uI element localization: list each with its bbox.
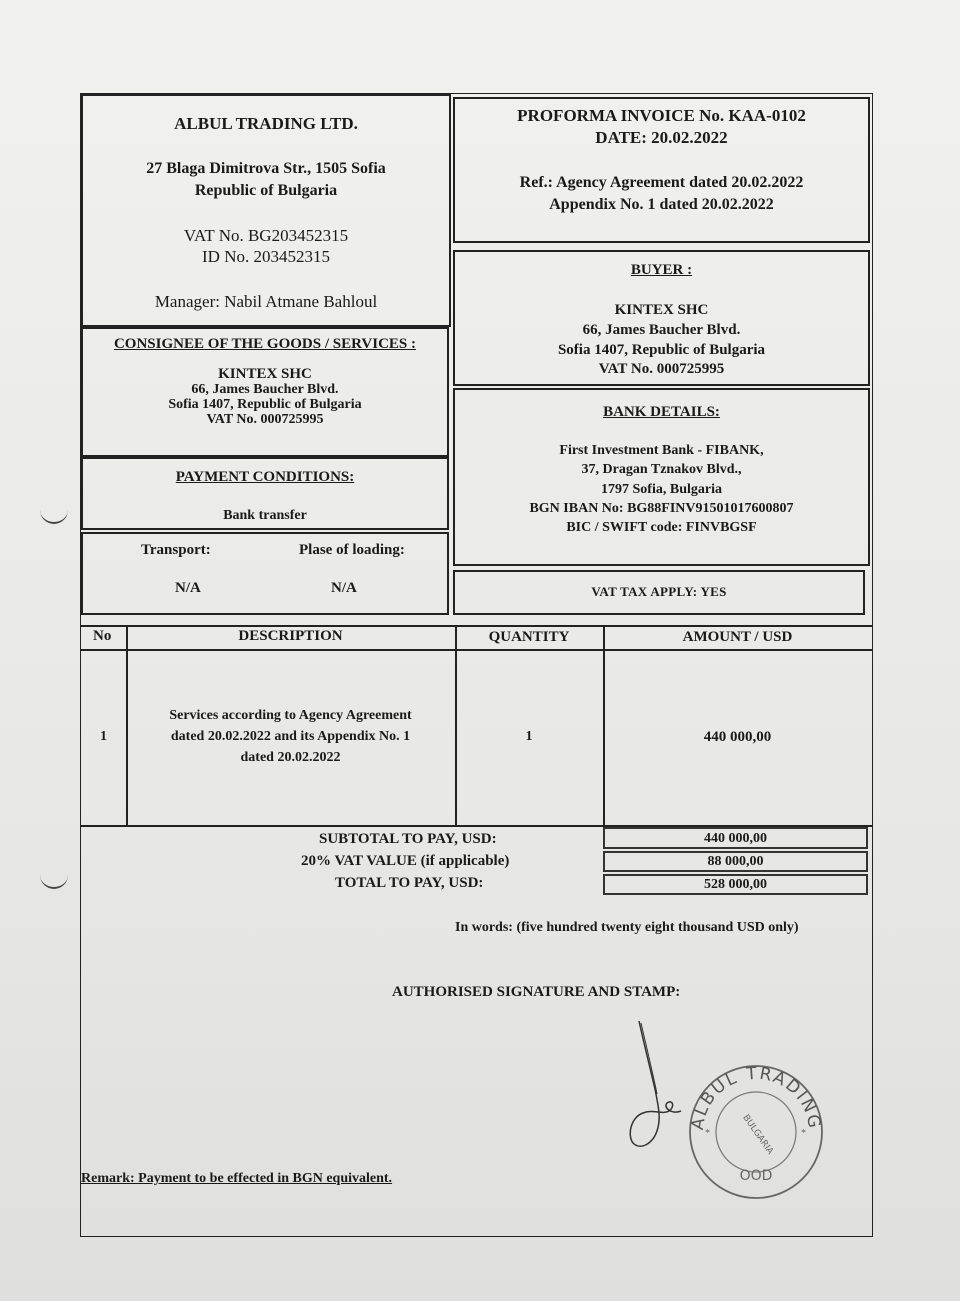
invoice-header-box bbox=[453, 97, 870, 243]
seller-name: ALBUL TRADING LTD. bbox=[174, 114, 358, 133]
payment-heading: PAYMENT CONDITIONS: bbox=[175, 469, 355, 485]
row-amount: 440 000,00 bbox=[703, 729, 772, 745]
stamp-bottom-text: OOD bbox=[739, 1168, 773, 1184]
buyer-heading: BUYER : bbox=[630, 262, 693, 278]
total-label: TOTAL TO PAY, USD: bbox=[335, 875, 484, 891]
transport-value: N/A bbox=[175, 580, 201, 596]
bank-iban: BGN IBAN No: BG88FINV91501017600807 bbox=[529, 501, 794, 516]
vat-value: 88 000,00 bbox=[707, 854, 764, 869]
total-cell bbox=[603, 874, 868, 895]
subtotal-value: 440 000,00 bbox=[704, 831, 767, 846]
items-table bbox=[81, 625, 872, 825]
invoice-date: DATE: 20.02.2022 bbox=[595, 128, 728, 147]
col-header-no: No bbox=[93, 628, 112, 644]
vat-cell bbox=[603, 851, 868, 872]
buyer-name: KINTEX SHC bbox=[614, 302, 709, 318]
row-no: 1 bbox=[100, 729, 107, 744]
svg-text:*: * bbox=[801, 1128, 806, 1139]
bank-name: First Investment Bank - FIBANK, bbox=[559, 443, 764, 458]
invoice-ref: Ref.: Agency Agreement dated 20.02.2022 bbox=[519, 174, 804, 191]
loading-label: Plase of loading: bbox=[299, 542, 405, 558]
invoice-frame bbox=[80, 93, 873, 1237]
consignee-address-line1: 66, James Baucher Blvd. bbox=[191, 382, 339, 397]
subtotal-cell bbox=[603, 827, 868, 849]
transport-label: Transport: bbox=[141, 542, 211, 558]
bank-box bbox=[453, 388, 870, 566]
bank-swift: BIC / SWIFT code: FINVBGSF bbox=[566, 520, 757, 535]
row-description-line3: dated 20.02.2022 bbox=[240, 750, 341, 765]
vat-value-label: 20% VAT VALUE (if applicable) bbox=[301, 853, 510, 869]
col-header-quantity: QUANTITY bbox=[488, 629, 570, 645]
buyer-address-line2: Sofia 1407, Republic of Bulgaria bbox=[557, 342, 766, 358]
seller-address-line2: Republic of Bulgaria bbox=[194, 182, 338, 199]
invoice-appendix: Appendix No. 1 dated 20.02.2022 bbox=[549, 196, 774, 213]
consignee-heading: CONSIGNEE OF THE GOODS / SERVICES : bbox=[113, 336, 417, 352]
payment-conditions-box bbox=[81, 457, 449, 530]
seller-vat: VAT No. BG203452315 bbox=[183, 226, 349, 245]
consignee-box bbox=[81, 327, 449, 457]
consignee-address-line2: Sofia 1407, Republic of Bulgaria bbox=[168, 397, 362, 412]
remark: Remark: Payment to be effected in BGN equivalent. bbox=[81, 1171, 393, 1186]
seller-id: ID No. 203452315 bbox=[202, 247, 330, 266]
stamp-top-text: ALBUL TRADING bbox=[687, 1063, 825, 1132]
subtotal-label: SUBTOTAL TO PAY, USD: bbox=[319, 831, 497, 847]
col-header-amount: AMOUNT / USD bbox=[682, 629, 793, 645]
bank-address-line1: 37, Dragan Tznakov Blvd., bbox=[581, 462, 742, 477]
seller-box bbox=[81, 94, 451, 327]
consignee-name: KINTEX SHC bbox=[218, 366, 312, 382]
signature-label: AUTHORISED SIGNATURE AND STAMP: bbox=[392, 984, 681, 1000]
company-stamp bbox=[681, 1052, 831, 1202]
buyer-address-line1: 66, James Baucher Blvd. bbox=[582, 322, 741, 338]
vat-apply-box bbox=[453, 570, 865, 615]
vat-apply: VAT TAX APPLY: YES bbox=[591, 584, 727, 599]
transport-box bbox=[81, 532, 449, 615]
row-description-line1: Services according to Agency Agreement bbox=[169, 708, 412, 723]
col-header-description: DESCRIPTION bbox=[238, 628, 343, 644]
consignee-vat: VAT No. 000725995 bbox=[206, 412, 324, 427]
row-description-line2: dated 20.02.2022 and its Appendix No. 1 bbox=[170, 729, 411, 744]
loading-value: N/A bbox=[331, 580, 357, 596]
buyer-box bbox=[453, 250, 870, 386]
seller-address-line1: 27 Blaga Dimitrova Str., 1505 Sofia bbox=[146, 160, 386, 177]
amount-in-words: In words: (five hundred twenty eight thousand USD only) bbox=[455, 920, 799, 935]
stamp-middle-text: BULGARIA bbox=[740, 1113, 775, 1157]
bank-heading: BANK DETAILS: bbox=[603, 404, 720, 420]
row-quantity: 1 bbox=[525, 729, 533, 744]
invoice-title: PROFORMA INVOICE No. KAA-0102 bbox=[517, 106, 806, 125]
bank-address-line2: 1797 Sofia, Bulgaria bbox=[601, 482, 722, 497]
buyer-vat: VAT No. 000725995 bbox=[598, 361, 725, 377]
svg-text:ALBUL TRADING bbox=[688, 1064, 825, 1132]
seller-manager: Manager: Nabil Atmane Bahloul bbox=[154, 292, 378, 311]
payment-method: Bank transfer bbox=[223, 508, 307, 523]
svg-text:*: * bbox=[705, 1128, 710, 1139]
total-value: 528 000,00 bbox=[704, 877, 767, 892]
